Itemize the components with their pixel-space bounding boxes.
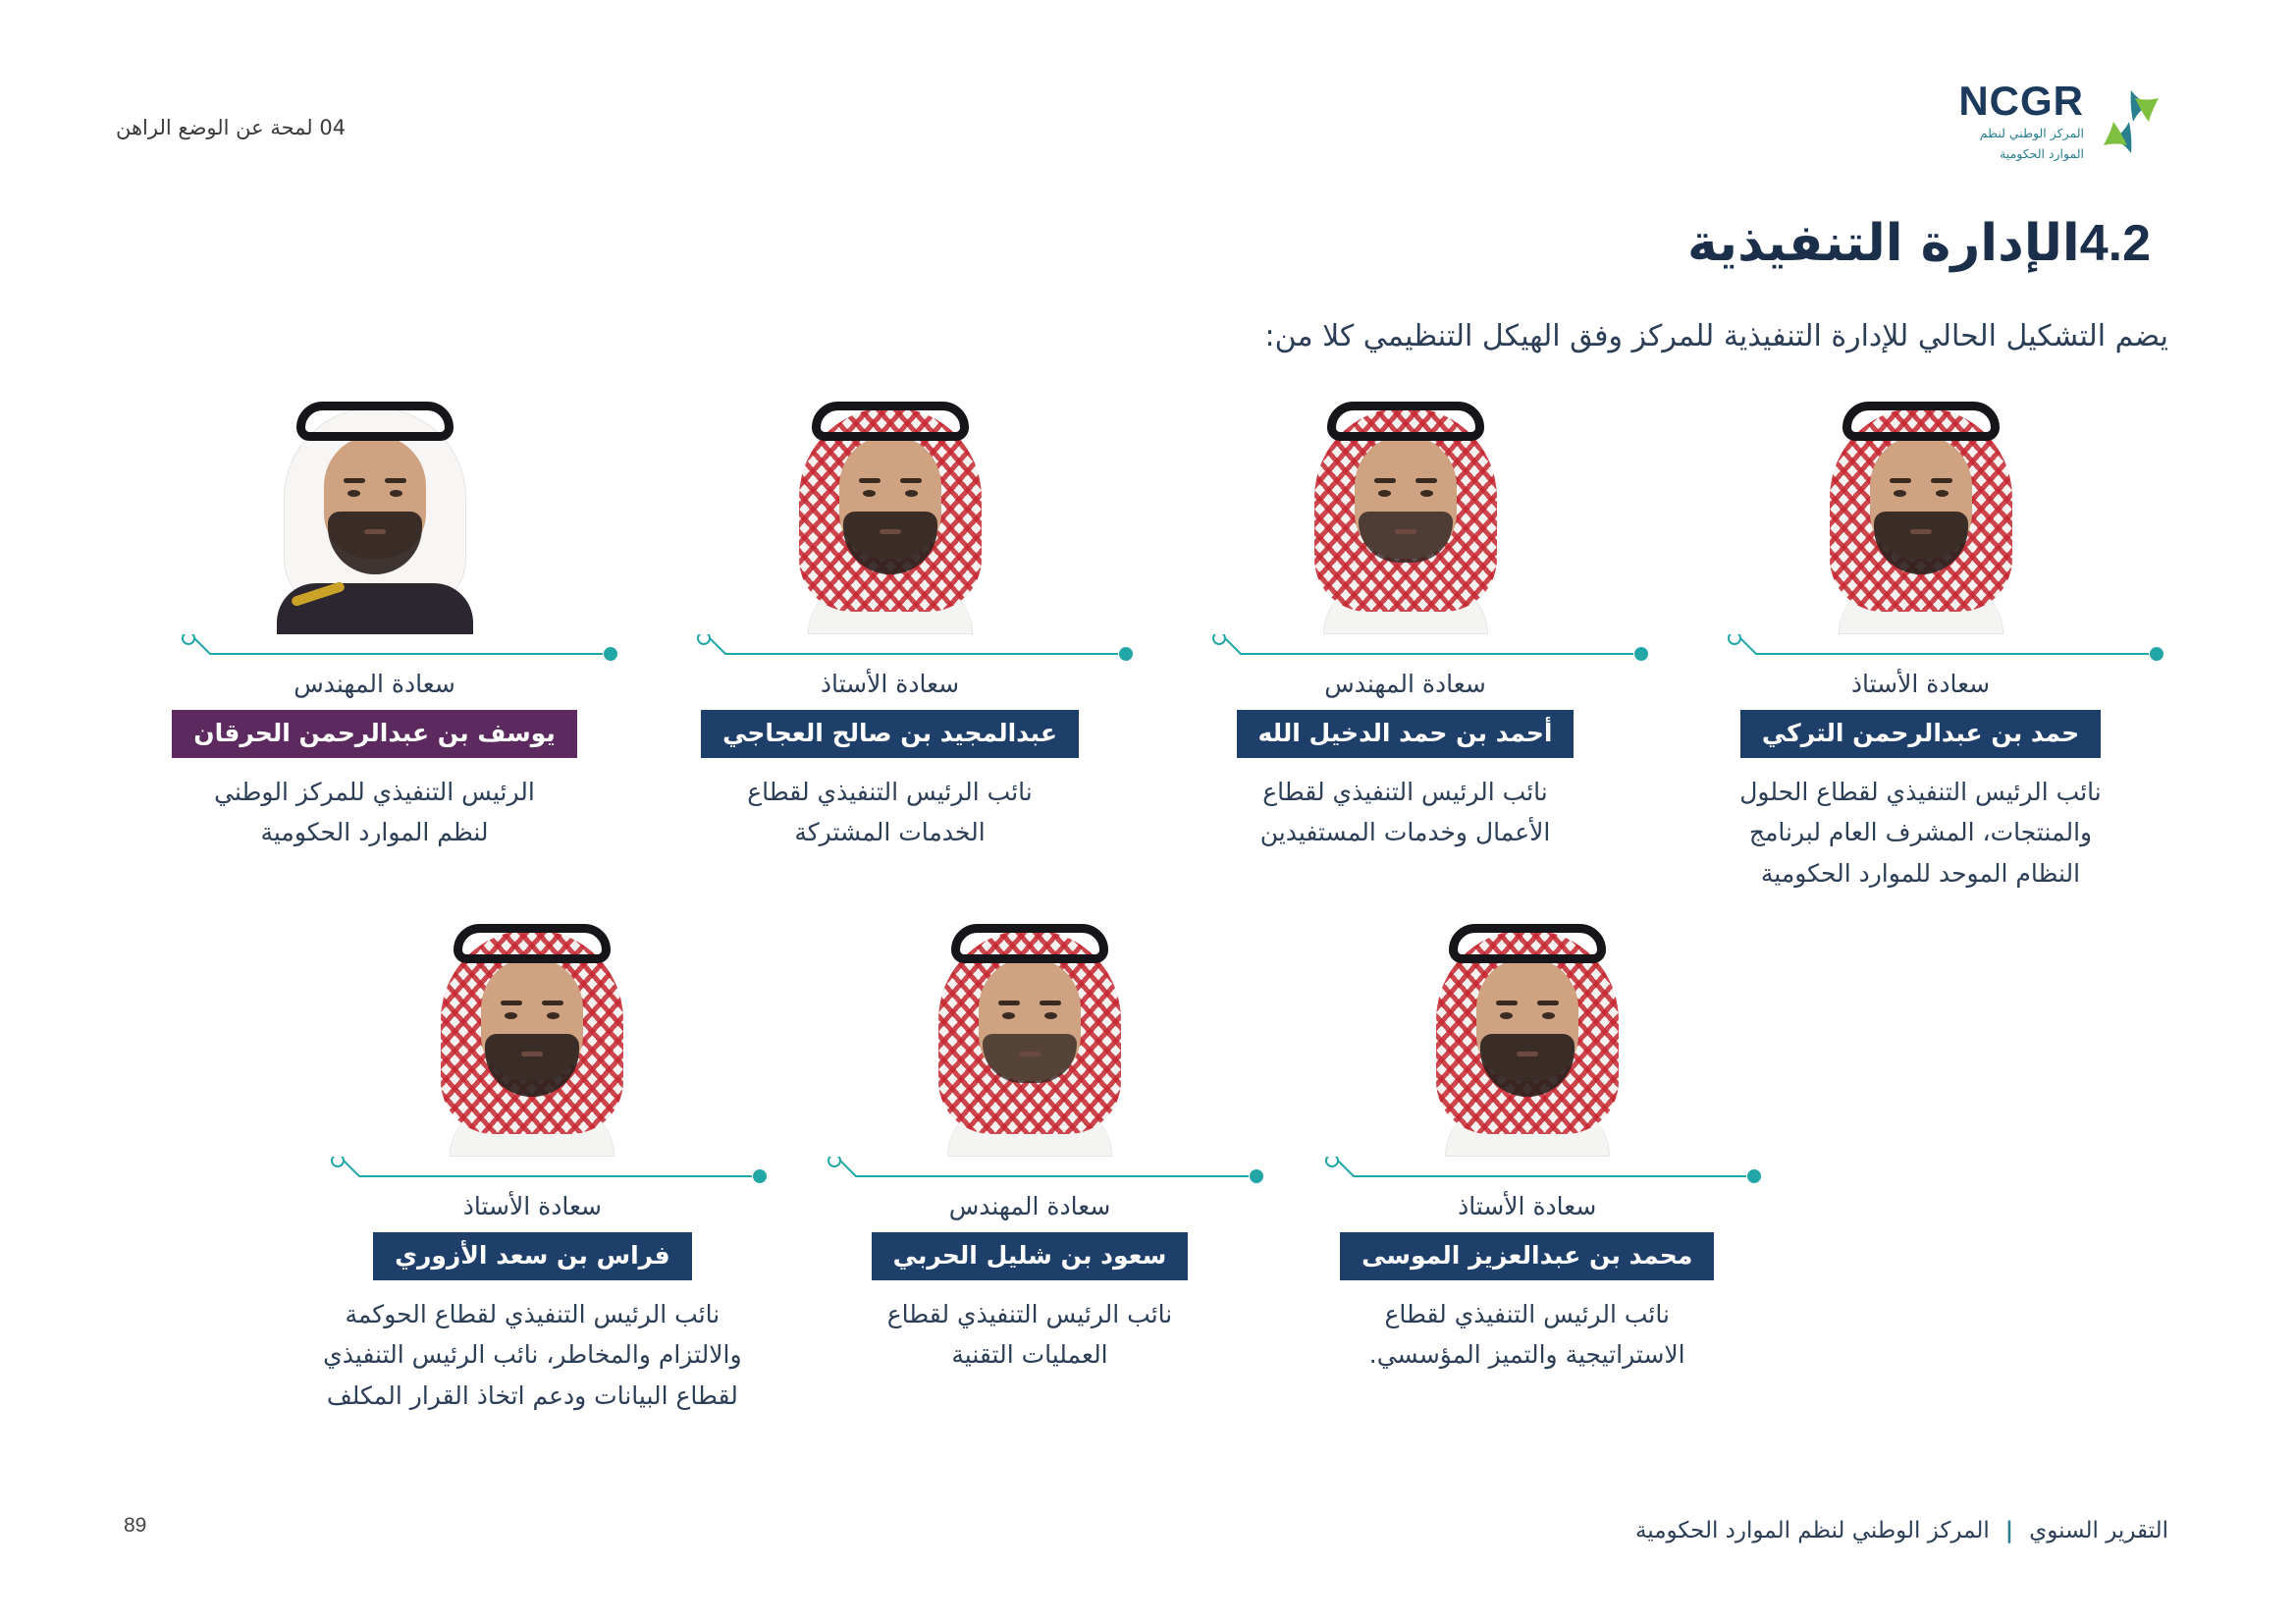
logo-mark-icon [2098, 86, 2168, 157]
executive-name-badge: يوسف بن عبدالرحمن الحرقان [172, 710, 577, 758]
executive-honorific: سعادة المهندس [948, 1192, 1111, 1220]
executive-name-badge: فراس بن سعد الأزوري [373, 1232, 692, 1280]
executives-row-2 [284, 913, 1776, 1416]
photo-connector-line [1148, 634, 1663, 668]
logo-text [1958, 78, 2084, 163]
section-intro-text: يضم التشكيل الحالي للإدارة التنفيذية للمركز وفق الهيكل التنظيمي كلا من: [1264, 319, 2168, 353]
section-number: 4.2 [2079, 215, 2151, 272]
page-title [1687, 214, 2168, 273]
footer-separator: | [2004, 1518, 2014, 1543]
photo-connector-line [284, 1157, 781, 1190]
ncgr-logo [1958, 78, 2168, 163]
header-section-tab: 04 لمحة عن الوضع الراهن [116, 116, 347, 139]
footer-report-label: التقرير السنوي [2029, 1518, 2168, 1543]
executive-card [1278, 913, 1776, 1416]
footer-org-label: المركز الوطني لنظم الموارد الحكومية [1634, 1518, 1990, 1543]
executive-role-line: نائب الرئيس التنفيذي لقطاع [886, 1300, 1173, 1328]
executive-honorific: سعادة المهندس [294, 670, 455, 698]
executive-card [284, 913, 781, 1416]
executive-role-line: نائب الرئيس التنفيذي لقطاع [1262, 778, 1548, 806]
executive-card [781, 913, 1279, 1416]
footer-caption [1635, 1518, 2168, 1543]
executive-card [117, 391, 632, 893]
executive-honorific: سعادة الأستاذ [820, 670, 960, 698]
executive-card [632, 391, 1148, 893]
executive-name-badge: حمد بن عبدالرحمن التركي [1740, 710, 2101, 758]
executive-honorific: سعادة الأستاذ [1458, 1192, 1597, 1220]
logo-subtitle-line2: الموارد الحكومية [2000, 145, 2084, 161]
photo-connector-line [781, 1157, 1279, 1190]
logo-acronym: NCGR [1958, 78, 2084, 124]
executive-role-line: نائب الرئيس التنفيذي لقطاع [1384, 1300, 1670, 1328]
photo-connector-line [1278, 1157, 1776, 1190]
executive-honorific: سعادة المهندس [1324, 670, 1486, 698]
executive-photo [1278, 913, 1776, 1157]
executive-honorific: سعادة الأستاذ [462, 1192, 602, 1220]
executive-photo [1663, 391, 2178, 634]
photo-connector-line [117, 634, 632, 668]
executive-role-line: نائب الرئيس التنفيذي لقطاع الحوكمة [345, 1300, 721, 1328]
executive-role-line: العمليات التقنية [951, 1340, 1108, 1370]
executive-role-line: الاستراتيجية والتميز المؤسسي. [1368, 1340, 1685, 1370]
executive-role-line: لقطاع البيانات ودعم اتخاذ القرار المكلف [326, 1380, 738, 1410]
executive-role-line: والمنتجات، المشرف العام لبرنامج [1748, 818, 2093, 847]
executive-card [1148, 391, 1663, 893]
executive-role-line: الأعمال وخدمات المستفيدين [1259, 818, 1551, 847]
executive-role-line: نائب الرئيس التنفيذي لقطاع [747, 778, 1033, 806]
photo-connector-line [632, 634, 1148, 668]
executives-row-1 [117, 391, 2178, 893]
executive-photo [284, 913, 781, 1157]
executive-role-line: الخدمات المشتركة [794, 818, 986, 847]
page-number: 89 [124, 1514, 147, 1537]
executive-role-line: النظام الموحد للموارد الحكومية [1760, 858, 2081, 888]
section-title-text: الإدارة التنفيذية [1687, 214, 2080, 273]
executive-role-line: والالتزام والمخاطر، نائب الرئيس التنفيذي [323, 1340, 742, 1370]
executive-photo [632, 391, 1148, 634]
executive-role-line: نائب الرئيس التنفيذي لقطاع الحلول [1739, 778, 2102, 806]
executive-role-line: الرئيس التنفيذي للمركز الوطني [214, 778, 535, 806]
executive-photo [781, 913, 1279, 1157]
executive-name-badge: أحمد بن حمد الدخيل الله [1237, 710, 1575, 758]
logo-subtitle-line1: المركز الوطني لنظم [1979, 126, 2084, 140]
executive-honorific: سعادة الأستاذ [1850, 670, 1991, 698]
executive-photo [117, 391, 632, 634]
executive-name-badge: عبدالمجيد بن صالح العجاجي [701, 710, 1079, 758]
executive-photo [1148, 391, 1663, 634]
photo-connector-line [1663, 634, 2178, 668]
executive-name-badge: سعود بن شليل الحربي [872, 1232, 1189, 1280]
executive-name-badge: محمد بن عبدالعزيز الموسى [1340, 1232, 1714, 1280]
executive-role-line: لنظم الموارد الحكومية [260, 818, 489, 847]
executive-card [1663, 391, 2178, 893]
